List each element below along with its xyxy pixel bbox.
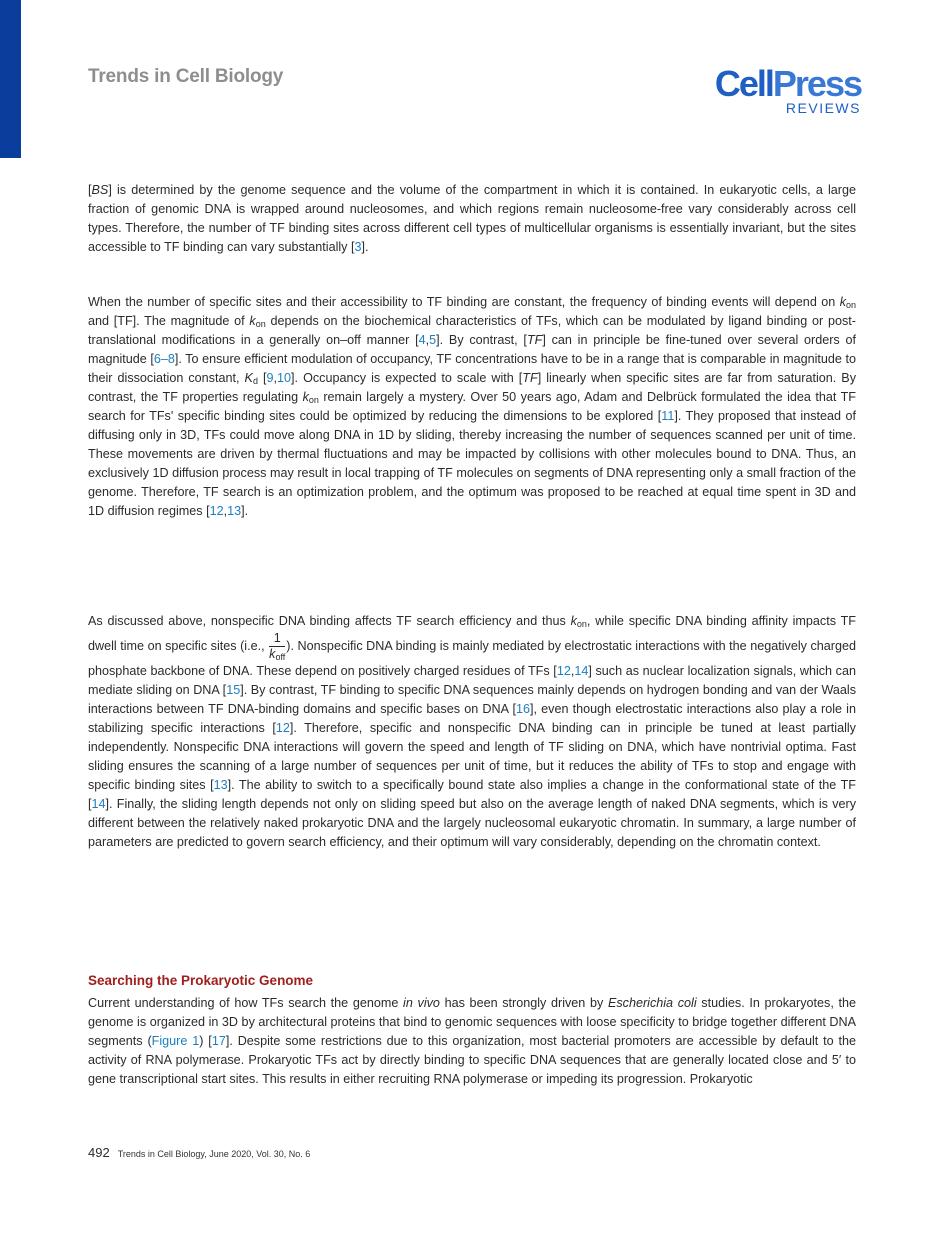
ref-link[interactable]: 3 — [354, 240, 362, 254]
figure-link[interactable]: Figure 1 — [151, 1034, 200, 1048]
page-footer — [88, 1145, 310, 1160]
logo-cell: Cell — [714, 63, 773, 104]
section-heading: Searching the Prokaryotic Genome — [88, 973, 314, 988]
cellpress-logo — [714, 63, 861, 116]
journal-citation: Trends in Cell Biology, June 2020, Vol. 30, No. 6 — [117, 1149, 311, 1159]
fraction-1-over-koff: $\frac{1}{k_{off}}$ — [269, 631, 286, 662]
logo-reviews: REVIEWS — [785, 100, 861, 116]
paragraph-4: Current understanding of how TFs search the genome in vivo has been strongly driven by Escherichia coli studies. In prokaryotes, the genome is organized in 3D by architectural proteins that bind to genomic sequences with loose specificity to bridge together different DNA segments (Figure 1) [17]. Despite some restrictions due to this organization, most bacterial promoters are accessible by default to the activity of RNA polymerase. Prokaryotic TFs act by directly binding to specific DNA sequences that are generally located close and 5′ to gene transcriptional start sites. This results in either recruiting RNA polymerase or impeding its progression. Prokaryotic — [88, 996, 857, 1086]
paragraph-3: As discussed above, nonspecific DNA binding affects TF search efficiency and thus $k_{on}$, while specific DNA binding affinity impacts TF dwell time on specific sites (i.e., $\frac{1}{k_{off}}$ ). Nonspecific DNA binding is mainly mediated by electrostatic interactions with the negatively charged phosphate backbone of DNA. These depend on positively charged residues of TFs [12,14] such as nuclear localization signals, which can mediate sliding on DNA [15]. By contrast, TF binding to specific DNA sequences mainly depends on hydrogen bonding and van der Waals interactions between TF DNA-binding domains and specific bases on DNA [16], even though electrostatic interactions also play a role in stabilizing specific interactions [12]. Therefore, specific and nonspecific DNA binding can in principle be tuned at least partially independently. Nonspecific DNA interactions will govern the speed and length of TF sliding on DNA, which have nontrivial optima. Fast sliding ensures the scanning of a large number of sequences per unit of time, but it reduces the ability of TFs to stop and engage with specific binding sites [13]. The ability to switch to a specifically bound state also implies a change in the conformational state of the TF [14]. Finally, the sliding length depends not only on sliding speed but also on the average length of naked DNA segments, which is very different between the relatively naked prokaryotic DNA and the largely nucleosomal eukaryotic chromatin. In summary, a large number of parameters are predicted to govern search efficiency, and their optimum will vary considerably, depending on the chromatin context. — [88, 614, 857, 849]
journal-title: Trends in Cell Biology — [88, 66, 284, 87]
page-number: 492 — [88, 1145, 110, 1160]
sidebar-color-bar — [0, 0, 21, 158]
paragraph-2: When the number of specific sites and their accessibility to TF binding are constant, the frequency of binding events will depend on $k_{on}$ and [TF]. The magnitude of $k_{on}$ depends on the biochemical characteristics of TFs, which can be modulated by ligand binding or post-translational modifications in a generally on–off manner [4,5]. By contrast, [TF] can in principle be fine-tuned over several orders of magnitude [6–8]. To ensure efficient modulation of occupancy, TF concentrations have to be in a range that is comparable in magnitude to their dissociation constant, $K_d$ [9,10]. Occupancy is expected to scale with [TF] linearly when specific sites are far from saturation. By contrast, the TF properties regulating $k_{on}$ remain largely a mystery. Over 50 years ago, Adam and Delbrück formulated the idea that TF search for TFs' specific binding sites could be optimized by reducing the dimensions to be explored [11]. They proposed that instead of diffusing only in 3D, TFs could move along DNA in 1D by sliding, thereby increasing the number of sequences scanned per unit of time. These movements are driven by thermal fluctuations and may be impacted by collisions with other molecules bound to DNA. Thus, an exclusively 1D diffusion process may result in local trapping of TF molecules on segments of DNA representing only a small fraction of the genome. Therefore, TF search is an optimization problem, and the optimum was proposed to be reached at equal time spent in 3D and 1D diffusion regimes [12,13]. — [88, 295, 857, 518]
paragraph-1: [BS] is determined by the genome sequence and the volume of the compartment in which it is contained. In eukaryotic cells, a large fraction of genomic DNA is wrapped around nucleosomes, and which regions remain nucleosome-free vary considerably across cell types. Therefore, the number of TF binding sites across different cell types of multicellular organisms is essentially invariant, but the sites accessible to TF binding can vary substantially [3]. — [88, 183, 856, 254]
logo-press: Press — [772, 63, 861, 104]
